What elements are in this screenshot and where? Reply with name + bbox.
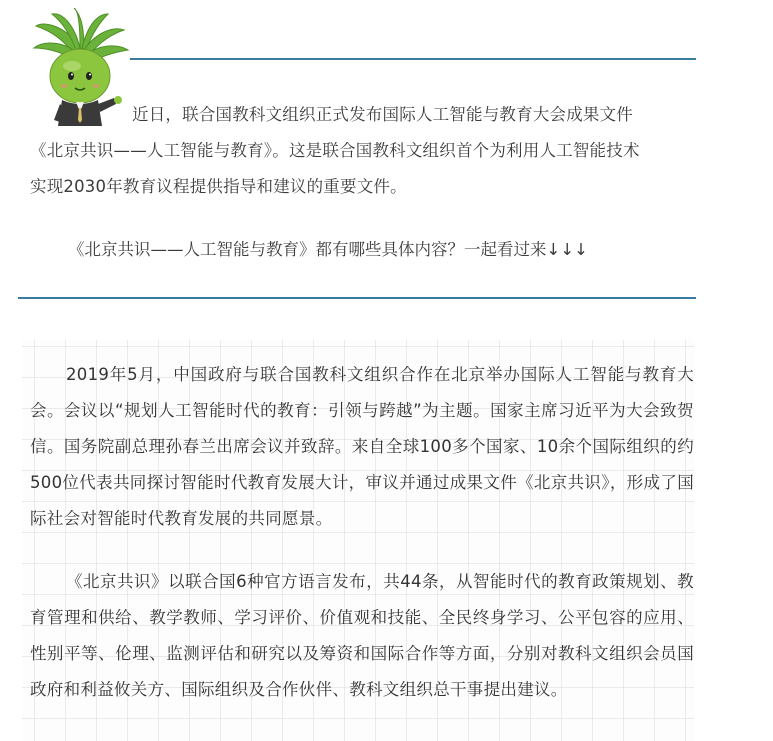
top-divider <box>130 58 696 60</box>
paragraph-1-text: 2019年5月，中国政府与联合国教科文组织合作在北京举办国际人工智能与教育大会。会议以“规划人工智能时代的教育：引领与跨越”为主题。国家主席习近平为大会致贺信。国务院副总理孙春兰出席会议并致辞。来自全球100多个国家、10余个国际组织的约500位代表共同探讨智能时代教育发展大计，审议并通过成果文件《北京共识》，形成了国际社会对智能时代教育发展的共同愿景。 <box>30 365 694 528</box>
intro-line-3: 实现2030年教育议程提供指导和建议的重要文件。 <box>30 177 407 196</box>
intro-paragraph <box>30 97 698 205</box>
article-paragraph-1 <box>30 357 694 537</box>
intro-line-2: 《北京共识——人工智能与教育》。这是联合国教科文组织首个为利用人工智能技术 <box>30 141 640 160</box>
paragraph-2-text: 《北京共识》以联合国6种官方语言发布，共44条，从智能时代的教育政策规划、教育管理和供给、教学教师、学习评价、价值观和技能、全民终身学习、公平包容的应用、性别平等、伦理、监测评估和研究以及筹资和国际合作等方面，分别对教科文组织会员国政府和利益攸关方、国际组织及合作伙伴、教科文组织总干事提出建议。 <box>30 572 694 699</box>
bottom-divider <box>18 297 696 299</box>
intro-line-1: 近日，联合国教科文组织正式发布国际人工智能与教育大会成果文件 <box>132 105 633 124</box>
article-paragraph-2 <box>30 564 694 708</box>
intro-question: 《北京共识——人工智能与教育》都有哪些具体内容？一起看过来↓↓↓ <box>68 240 588 259</box>
